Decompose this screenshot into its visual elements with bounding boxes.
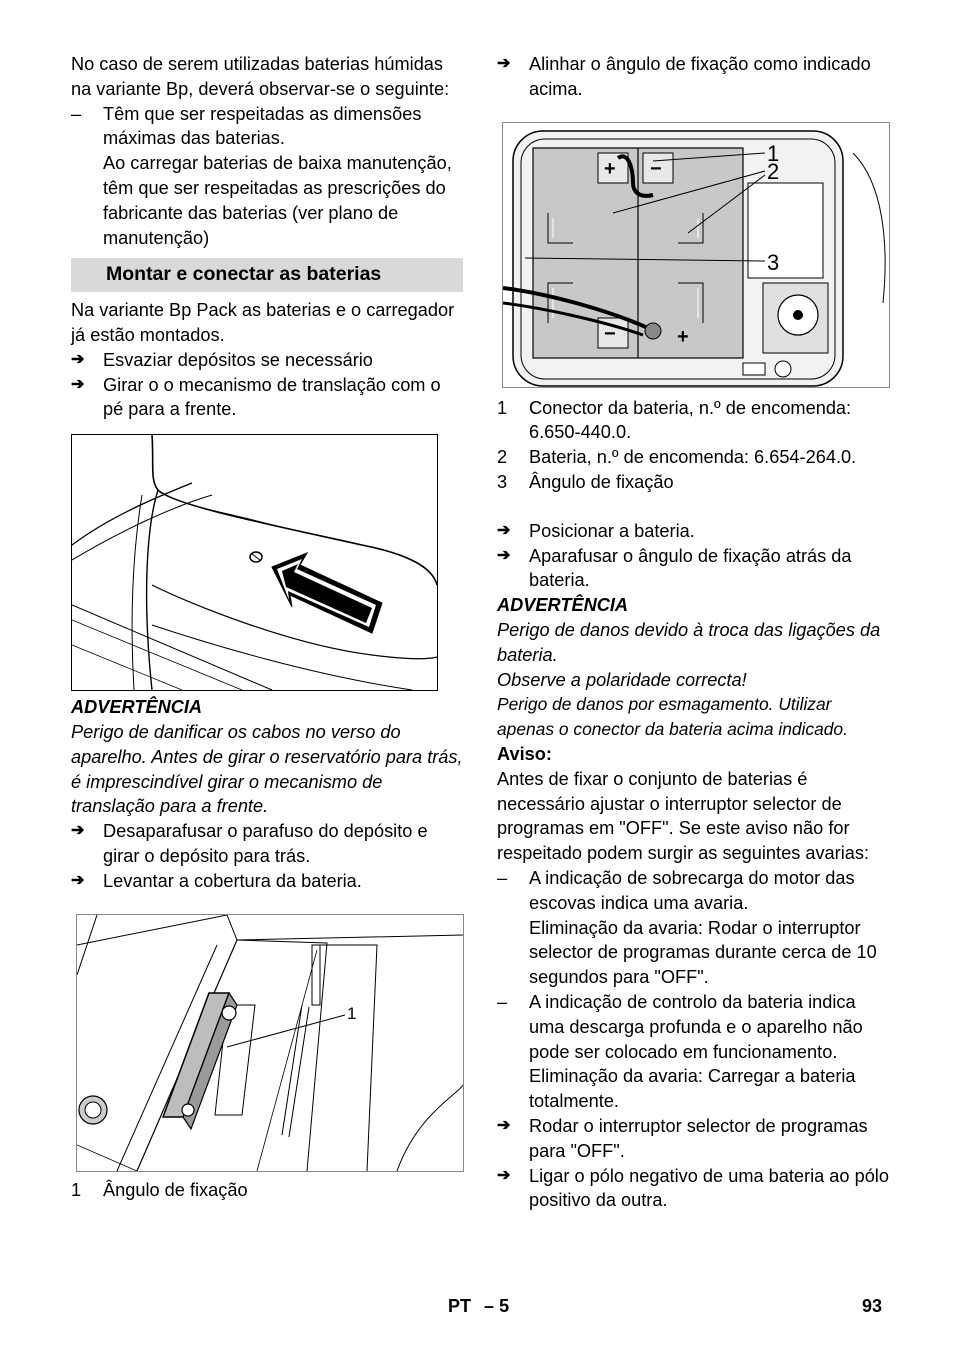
figure-legend-item [497,445,889,470]
arrow-icon: ➔ [71,822,85,840]
step-text: Aparafusar o ângulo de fixação atrás da bateria. [529,545,852,591]
warning-line: Observe a polaridade correcta! [497,669,747,690]
legend-number: 1 [71,1179,82,1200]
step-text: Levantar a cobertura da bateria. [103,870,362,891]
section-heading: Montar e conectar as baterias [71,258,463,292]
arrow-icon: ➔ [497,521,511,539]
figure-legend-item [497,396,889,446]
minus-terminal-icon: − [650,157,662,180]
dash-marker: – [497,867,508,888]
legend-text: Ângulo de fixação [103,1179,248,1200]
figure-battery-compartment [502,122,890,388]
footer-separator: – [484,1296,495,1316]
fault-fix: Eliminação da avaria: Rodar o interruptor selector de programas durante cerca de 10 segundos para "OFF". [529,917,877,988]
fault-text: A indicação de sobrecarga do motor das escovas indica uma avaria. [529,867,855,913]
right-column [497,52,889,1213]
arrow-icon: ➔ [71,871,85,889]
legend-text: Conector da bateria, n.º de encomenda: 6.650-440.0. [529,397,852,443]
step-text: Alinhar o ângulo de fixação como indicado acima. [529,54,871,99]
fault-text: A indicação de controlo da bateria indica uma descarga profunda e o aparelho não pode ser colocado em funcionamento. [529,991,863,1062]
warning-title: ADVERTÊNCIA [71,697,203,718]
legend-number: 1 [497,397,508,418]
arrow-icon: ➔ [71,350,85,368]
warning-line: Perigo de danos devido à troca das ligações da bateria. [497,619,881,665]
fault-fix: Eliminação da avaria: Carregar a bateria totalmente. [529,1066,856,1112]
step-item [71,348,463,373]
fig3-callout-2: 2 [767,158,780,184]
page-number: 93 [862,1296,883,1316]
legend-number: 2 [497,447,508,468]
step-text: Desaparafusar o parafuso do depósito e girar o depósito para trás. [103,821,428,866]
fig3-callout-3: 3 [767,249,780,275]
step-item [71,819,463,869]
step-text: Esvaziar depósitos se necessário [103,349,373,370]
arrow-icon: ➔ [497,55,511,72]
step-text: Posicionar a bateria. [529,520,695,541]
figure-legend-item [497,470,889,495]
plus-terminal-icon: + [677,325,689,348]
arrow-icon: ➔ [497,1116,511,1134]
arrow-icon: ➔ [497,546,511,564]
fixing-angle-illustration [77,915,463,1171]
battery-compartment-illustration [503,123,889,387]
fault-item [497,990,889,1114]
figure-drive-mechanism [71,434,438,691]
footer-section-page: 5 [499,1296,510,1316]
pack-paragraph: Na variante Bp Pack as baterias e o carregador já estão montados. [71,300,455,345]
step-text: Ligar o pólo negativo de uma bateria ao pólo positivo da outra. [529,1165,889,1211]
figure-fixing-angle [76,914,464,1172]
step-item [497,1164,889,1214]
dash-item-text: Têm que ser respeitadas as dimensões máximas das baterias. [103,103,422,149]
step-item [71,869,463,894]
step-text: Rodar o interruptor selector de programas para "OFF". [529,1115,868,1161]
fig2-callout-1: 1 [347,1003,357,1023]
dash-list-item [71,102,463,251]
step-item [497,1114,889,1164]
drive-mechanism-illustration [72,435,437,690]
plus-terminal-icon: + [604,157,616,180]
notice-title: Aviso: [497,743,552,764]
step-text: Girar o o mecanismo de translação com o pé para a frente. [103,374,441,420]
arrow-icon: ➔ [71,375,85,393]
arrow-icon: ➔ [497,1166,511,1184]
footer-language: PT [448,1296,472,1316]
legend-number: 3 [497,471,508,492]
fault-item [497,866,889,990]
warning-small-text: Perigo de danos por esmagamento. Utilizar apenas o conector da bateria acima indicado. [497,694,848,740]
figure-legend-item [71,1178,463,1203]
dash-marker: – [71,103,82,124]
legend-text: Ângulo de fixação [529,471,674,492]
notice-text: Antes de fixar o conjunto de baterias é necessário ajustar o interruptor selector de programas em "OFF". Se este aviso não for respeitado podem surgir as seguintes avarias: [497,768,870,864]
dash-item-continuation: Ao carregar baterias de baixa manutenção, têm que ser respeitadas as prescrições do fabricante das baterias (ver plano de manutenção) [103,153,452,248]
left-column [71,52,463,1202]
minus-terminal-icon: − [604,322,616,345]
intro-paragraph: No caso de serem utilizadas baterias húmidas na variante Bp, deverá observar-se o seguinte: [71,54,450,99]
step-item [497,52,889,102]
step-item [71,373,463,423]
footer-section-label [448,1296,509,1317]
fig3-callout-1: 1 [767,140,780,166]
warning-text: Perigo de danificar os cabos no verso do aparelho. Antes de girar o reservatório para trás, é imprescindível girar o mecanismo de translação para a frente. [71,721,463,817]
step-item [497,544,889,594]
dash-marker: – [497,991,508,1012]
warning-title: ADVERTÊNCIA [497,595,629,616]
legend-text: Bateria, n.º de encomenda: 6.654-264.0. [529,447,857,468]
step-item [497,519,889,544]
